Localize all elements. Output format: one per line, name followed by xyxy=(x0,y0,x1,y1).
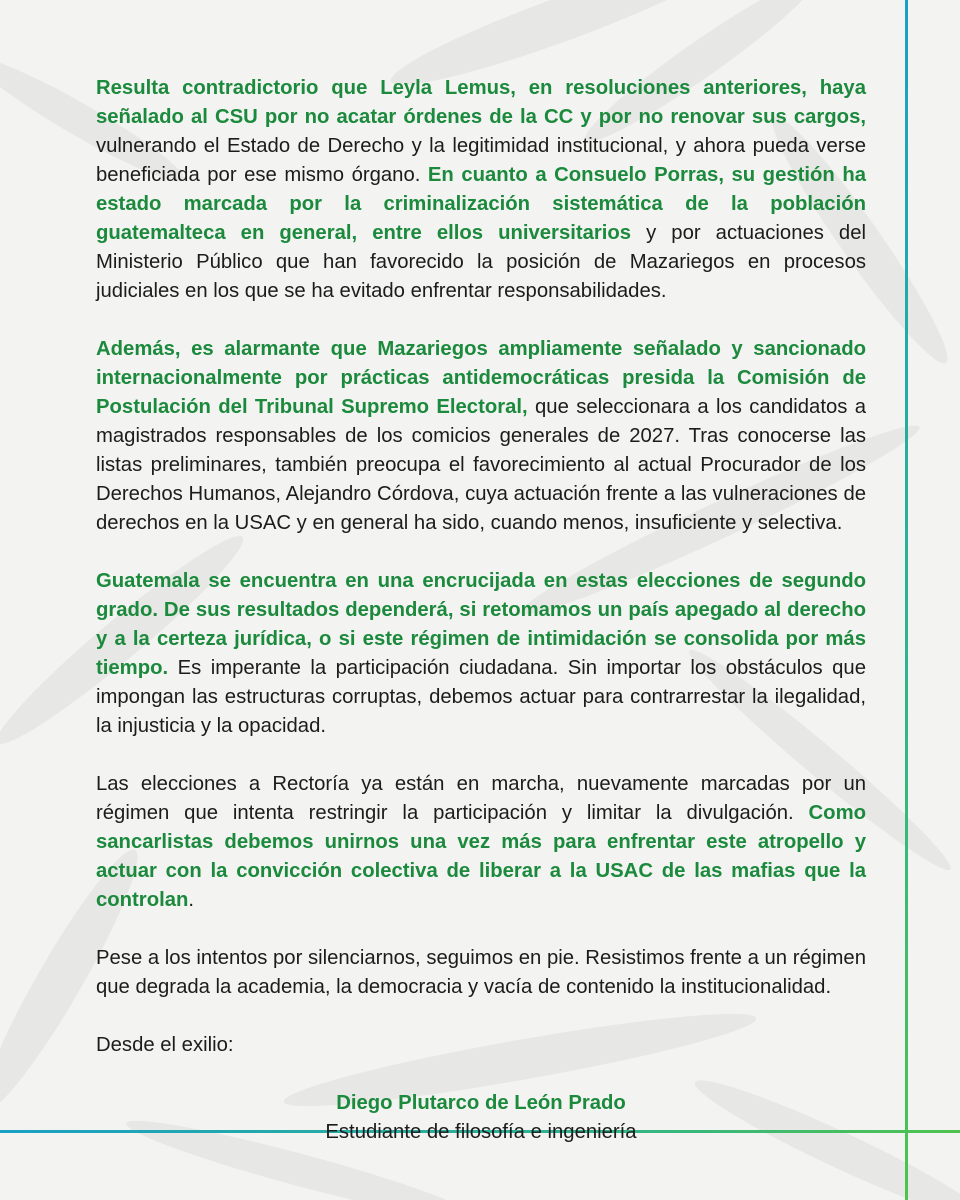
highlight-text: En cuanto a Consuelo Porras, su gestión ha estado marcada por la criminalización sistemática de la población guatemalteca en general, entre ellos universitarios xyxy=(96,164,866,244)
body-text: Las elecciones a Rectoría ya están en marcha, nuevamente marcadas por un régimen que intenta restringir la participación y limitar la divulgación. xyxy=(96,773,866,824)
signature-name: Diego Plutarco de León Prado xyxy=(336,1092,626,1114)
signature-role: Estudiante de filosofía e ingeniería xyxy=(325,1121,637,1143)
highlight-text: Guatemala se encuentra en una encrucijada en estas elecciones de segundo grado. De sus resultados dependerá, si retomamos un país apegado al derecho y a la certeza jurídica, o si este régimen de intimidación se consolida por más tiempo. xyxy=(96,570,866,679)
highlight-text: Resulta contradictorio que Leyla Lemus, en resoluciones anteriores, haya señalado al CSU por no acatar órdenes de la CC y por no renovar sus cargos, xyxy=(96,77,866,128)
highlight-text: Como sancarlistas debemos unirnos una vez más para enfrentar este atropello y actuar con la convicción colectiva de liberar a la USAC de las mafias que la controlan xyxy=(96,802,866,911)
body-text: que seleccionara a los candidatos a magistrados responsables de los comicios generales de 2027. Tras conocerse las listas preliminares, también preocupa el favorecimiento al actual Procurador de los Derechos Humanos, Alejandro Córdova, cuya actuación frente a las vulneraciones de derechos en la USAC y en general ha sido, cuando menos, insuficiente y selectiva. xyxy=(96,396,866,534)
letter-body xyxy=(96,74,866,1147)
body-text: vulnerando el Estado de Derecho y la legitimidad institucional, y ahora pueda verse beneficiada por ese mismo órgano. xyxy=(96,135,866,186)
paragraph-3 xyxy=(96,567,866,741)
closing-line xyxy=(96,1031,866,1060)
body-text: Pese a los intentos por silenciarnos, seguimos en pie. Resistimos frente a un régimen que degrada la academia, la democracia y vacía de contenido la institucionalidad. xyxy=(96,947,866,998)
body-text: . xyxy=(188,889,195,911)
body-text: Es imperante la participación ciudadana. Sin importar los obstáculos que impongan las estructuras corruptas, debemos actuar para contrarrestar la ilegalidad, la injusticia y la opacidad. xyxy=(96,657,866,737)
paragraph-5 xyxy=(96,944,866,1002)
paragraph-1 xyxy=(96,74,866,306)
paragraph-4 xyxy=(96,770,866,915)
signature-block xyxy=(96,1089,866,1147)
closing-text: Desde el exilio: xyxy=(96,1034,234,1056)
body-text: y por actuaciones del Ministerio Público que han favorecido la posición de Mazariegos en procesos judiciales en los que se ha evitado enfrentar responsabilidades. xyxy=(96,222,867,302)
paragraph-2 xyxy=(96,335,866,538)
highlight-text: Además, es alarmante que Mazariegos ampliamente señalado y sancionado internacionalmente por prácticas antidemocráticas presida la Comisión de Postulación del Tribunal Supremo Electoral, xyxy=(96,338,866,418)
frame-vertical-line xyxy=(905,0,908,1200)
